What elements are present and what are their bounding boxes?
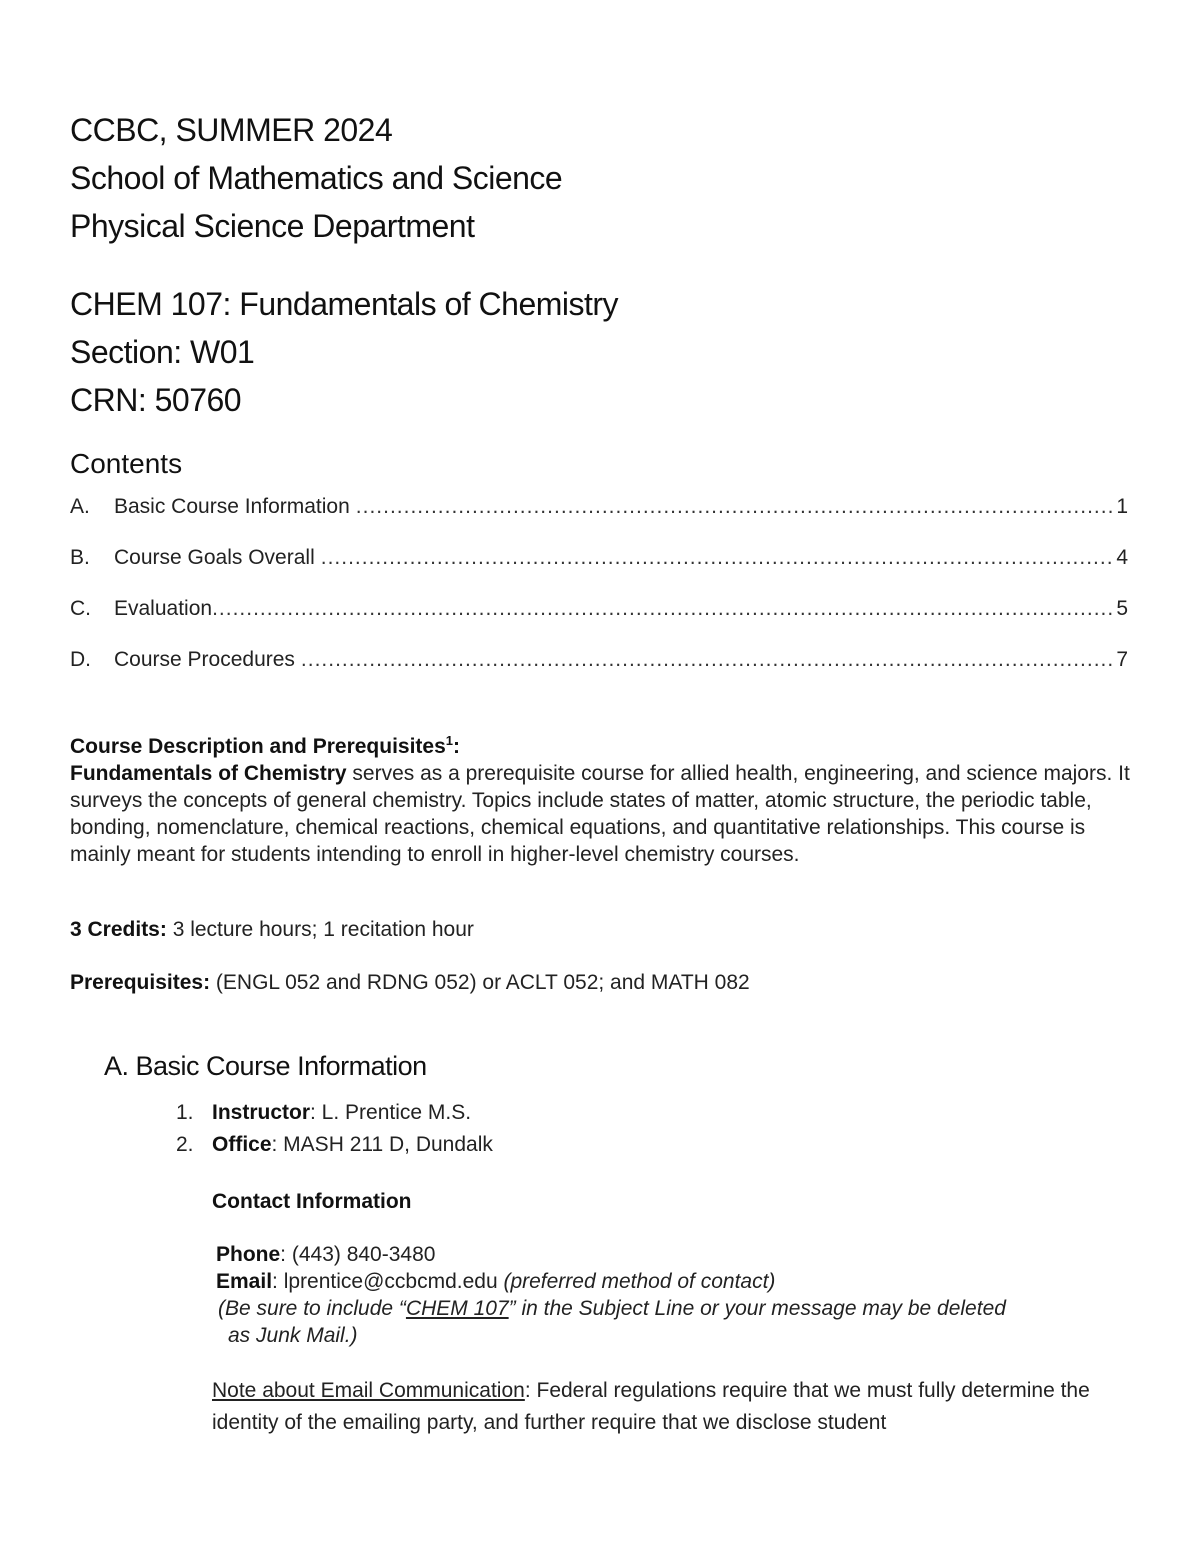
description-lead: Fundamentals of Chemistry — [70, 762, 347, 785]
prerequisites-label: Prerequisites: — [70, 971, 211, 994]
subject-instruction-cont: as Junk Mail.) — [228, 1324, 358, 1347]
course-description — [70, 727, 1130, 868]
credits-label: 3 Credits: — [70, 918, 167, 941]
description-heading: Course Description and Prerequisites$^1$: — [70, 733, 461, 758]
contact-block — [216, 1241, 1136, 1349]
toc-entry-evaluation[interactable] — [70, 597, 1128, 648]
prerequisites-value: (ENGL 052 and RDNG 052) or ACLT 052; and MATH 082 — [210, 971, 750, 994]
description-paragraph — [70, 760, 1130, 868]
basic-info-list — [176, 1097, 493, 1161]
credits-line — [70, 916, 1130, 943]
toc-letter: C. — [70, 597, 91, 620]
toc-page-number: 4 — [1116, 546, 1128, 569]
prerequisites-line — [70, 969, 1130, 996]
toc-page-number: 5 — [1116, 597, 1128, 620]
toc-entry-basic-course-information[interactable] — [70, 495, 1128, 546]
toc-letter: B. — [70, 546, 90, 569]
toc-leader — [321, 546, 1115, 570]
email-line: Email: lprentice@ccbcmd.edu (preferred method of contact) — [216, 1270, 776, 1293]
crn-line: CRN: 50760 — [70, 382, 242, 418]
table-of-contents — [70, 495, 1128, 699]
term-line: CCBC, SUMMER 2024 — [70, 112, 393, 148]
toc-leader — [212, 597, 1114, 621]
department-line: Physical Science Department — [70, 208, 475, 244]
course-header — [70, 280, 618, 424]
subject-link[interactable]: CHEM 107 — [405, 1297, 509, 1320]
school-line: School of Mathematics and Science — [70, 160, 563, 196]
toc-label[interactable]: Course Procedures — [114, 648, 295, 671]
toc-page-number: 7 — [1116, 648, 1128, 671]
institution-header — [70, 106, 562, 250]
section-line: Section: W01 — [70, 334, 255, 370]
email-note-label: Note about Email Communication — [212, 1379, 525, 1402]
toc-label[interactable]: Evaluation — [114, 597, 213, 620]
toc-letter: A. — [70, 495, 90, 518]
toc-label[interactable]: Basic Course Information — [114, 495, 350, 518]
toc-entry-course-goals-overall[interactable] — [70, 546, 1128, 597]
contents-heading: Contents — [70, 448, 183, 479]
subject-instruction: (Be sure to include “CHEM 107” in the Subject Line or your message may be deleted — [218, 1297, 1006, 1320]
list-item-office: 2. Office: MASH 211 D, Dundalk — [176, 1133, 493, 1156]
email-note — [212, 1375, 1132, 1439]
section-a-heading: A. Basic Course Information — [104, 1051, 427, 1081]
credits-value: 3 lecture hours; 1 recitation hour — [166, 918, 474, 941]
phone-line: Phone: (443) 840-3480 — [216, 1243, 436, 1266]
contact-heading: Contact Information — [212, 1190, 412, 1213]
toc-letter: D. — [70, 648, 91, 671]
toc-leader — [301, 648, 1114, 672]
course-title: CHEM 107: Fundamentals of Chemistry — [70, 286, 619, 322]
list-item-instructor: 1. Instructor: L. Prentice M.S. — [176, 1101, 472, 1124]
email-note-text: : Federal regulations require that we must fully determine the identity of the emailing party, and further require that we disclose student — [212, 1379, 1090, 1434]
email-address[interactable]: : lprentice@ccbcmd.edu — [272, 1270, 504, 1293]
description-text: serves as a prerequisite course for allied health, engineering, and science majors. It surveys the concepts of general chemistry. Topics include states of matter, atomic structure, the periodic table, bonding, nomenclature, chemical reactions, chemical equations, and quantitative relationships. This course is mainly meant for students intending to enroll in higher-level chemistry courses. — [70, 762, 1130, 866]
toc-label[interactable]: Course Goals Overall — [114, 546, 315, 569]
toc-entry-course-procedures[interactable] — [70, 648, 1128, 699]
footnote-marker[interactable]: 1 — [445, 733, 454, 748]
toc-page-number: 1 — [1116, 495, 1128, 518]
toc-leader — [356, 495, 1115, 519]
